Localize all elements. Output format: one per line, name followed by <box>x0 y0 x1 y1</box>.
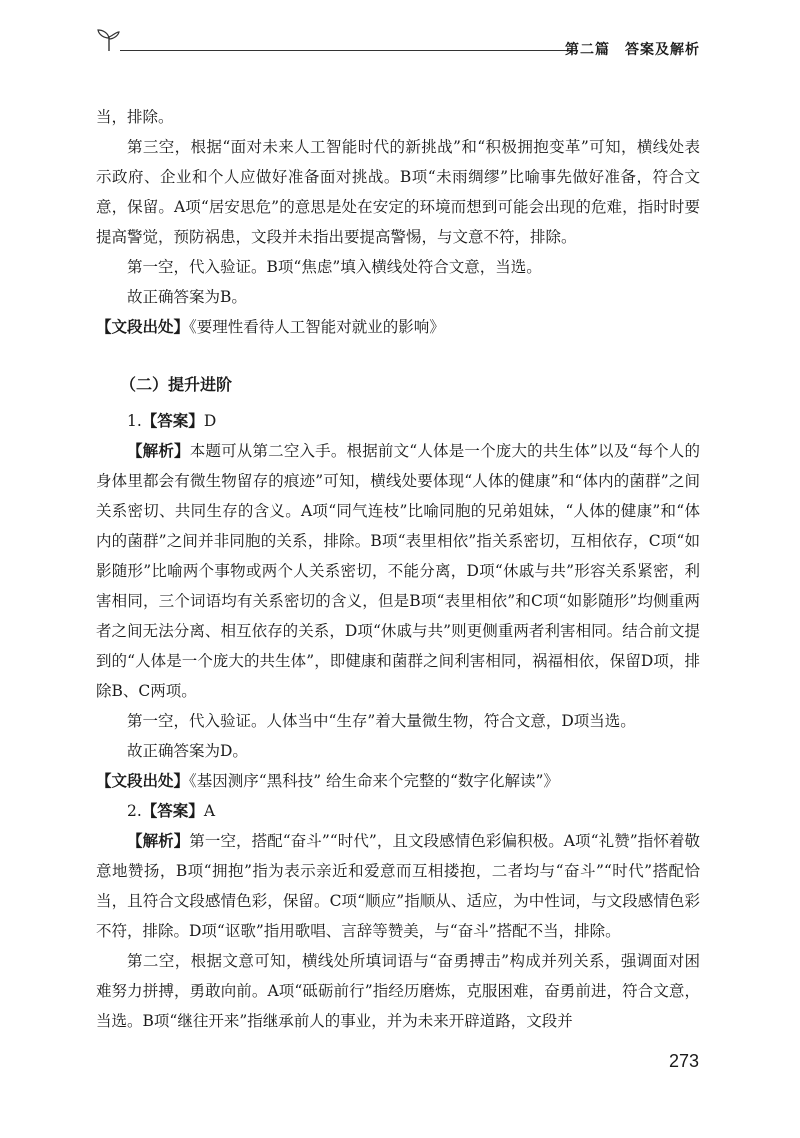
analysis-label: 【解析】 <box>127 442 190 460</box>
paragraph: 故正确答案为D。 <box>127 742 248 760</box>
source-label: 【文段出处】 <box>96 772 190 790</box>
answer-label: 【答案】 <box>141 802 204 820</box>
source-text: 《要理性看待人工智能对就业的影响》 <box>189 318 445 336</box>
question-number: 2. <box>127 802 142 820</box>
paragraph: 第三空，根据“面对未来人工智能时代的新挑战”和“积极拥抱变革”可知，横线处表示政府、企业和个人应做好准备面对挑战。B项“未雨绸缪”比喻事先做好准备，符合文意，保留。A项“居安思危”的意思是处在安定的环境而想到可能会出现的危难，指时时要提高警觉，预防祸患，文段并未指出要提高警惕，与文意不符，排除。 <box>96 138 700 246</box>
sprout-icon <box>96 28 122 52</box>
page-body <box>96 102 700 1036</box>
answer-line <box>96 406 700 436</box>
paragraph: 第二空，根据文意可知，横线处所填词语与“奋勇搏击”构成并列关系，强调面对困难努力拼搏，勇敢向前。A项“砥砺前行”指经历磨炼，克服困难，奋勇前进，符合文意，当选。B项“继往开来”指继承前人的事业，并为未来开辟道路，文段并 <box>96 952 700 1030</box>
analysis-paragraph <box>96 436 700 706</box>
answer-value: D <box>203 412 217 430</box>
question-number: 1. <box>127 412 142 430</box>
answer-line <box>96 796 700 826</box>
source-label: 【文段出处】 <box>96 318 190 336</box>
paragraph: 故正确答案为B。 <box>127 288 247 306</box>
header-title: 第二篇 答案及解析 <box>565 42 700 58</box>
paragraph: 当，排除。 <box>96 108 174 126</box>
answer-label: 【答案】 <box>141 412 204 430</box>
analysis-label: 【解析】 <box>127 832 190 850</box>
paragraph: 第一空，代入验证。B项“焦虑”填入横线处符合文意，当选。 <box>127 258 542 276</box>
analysis-text: 本题可从第二空入手。根据前文“人体是一个庞大的共生体”以及“每个人的身体里都会有微生物留存的痕迹”可知，横线处要体现“人体的健康”和“体内的菌群”之间关系密切、共同生存的含义。A项“同气连枝”比喻同胞的兄弟姐妹，“人体的健康”和“体内的菌群”之间并非同胞的关系，排除。B项“表里相依”指关系密切，互相依存，C项“如影随形”比喻两个事物或两个人关系密切，不能分离，D项“休戚与共”形容关系紧密，利害相同，三个词语均有关系密切的含义，但是B项“表里相依”和C项“如影随形”均侧重两者之间无法分离、相互依存的关系，D项“休戚与共”则更侧重两者利害相同。结合前文提到的“人体是一个庞大的共生体”，即健康和菌群之间利害相同，祸福相依，保留D项，排除B、C两项。 <box>96 442 700 700</box>
header-rule <box>120 50 578 51</box>
source-line <box>96 312 700 342</box>
source-line <box>96 766 700 796</box>
paragraph: 第一空，代入验证。人体当中“生存”着大量微生物，符合文意，D项当选。 <box>127 712 636 730</box>
analysis-paragraph <box>96 826 700 946</box>
answer-value: A <box>203 802 216 820</box>
section-title: （二）提升进阶 <box>120 375 233 394</box>
page-header <box>96 28 700 58</box>
analysis-text: 第一空，搭配“奋斗”“时代”，且文段感情色彩偏积极。A项“礼赞”指怀着敬意地赞扬，B项“拥抱”指为表示亲近和爱意而互相搂抱，二者均与“奋斗”“时代”搭配恰当，且符合文段感情色彩，保留。C项“顺应”指顺从、适应，为中性词，与文段感情色彩不符，排除。D项“讴歌”指用歌唱、言辞等赞美，与“奋斗”搭配不当，排除。 <box>96 832 700 940</box>
page-number: 273 <box>668 1051 699 1071</box>
source-text: 《基因测序“黑科技” 给生命来个完整的“数字化解读”》 <box>189 772 559 790</box>
